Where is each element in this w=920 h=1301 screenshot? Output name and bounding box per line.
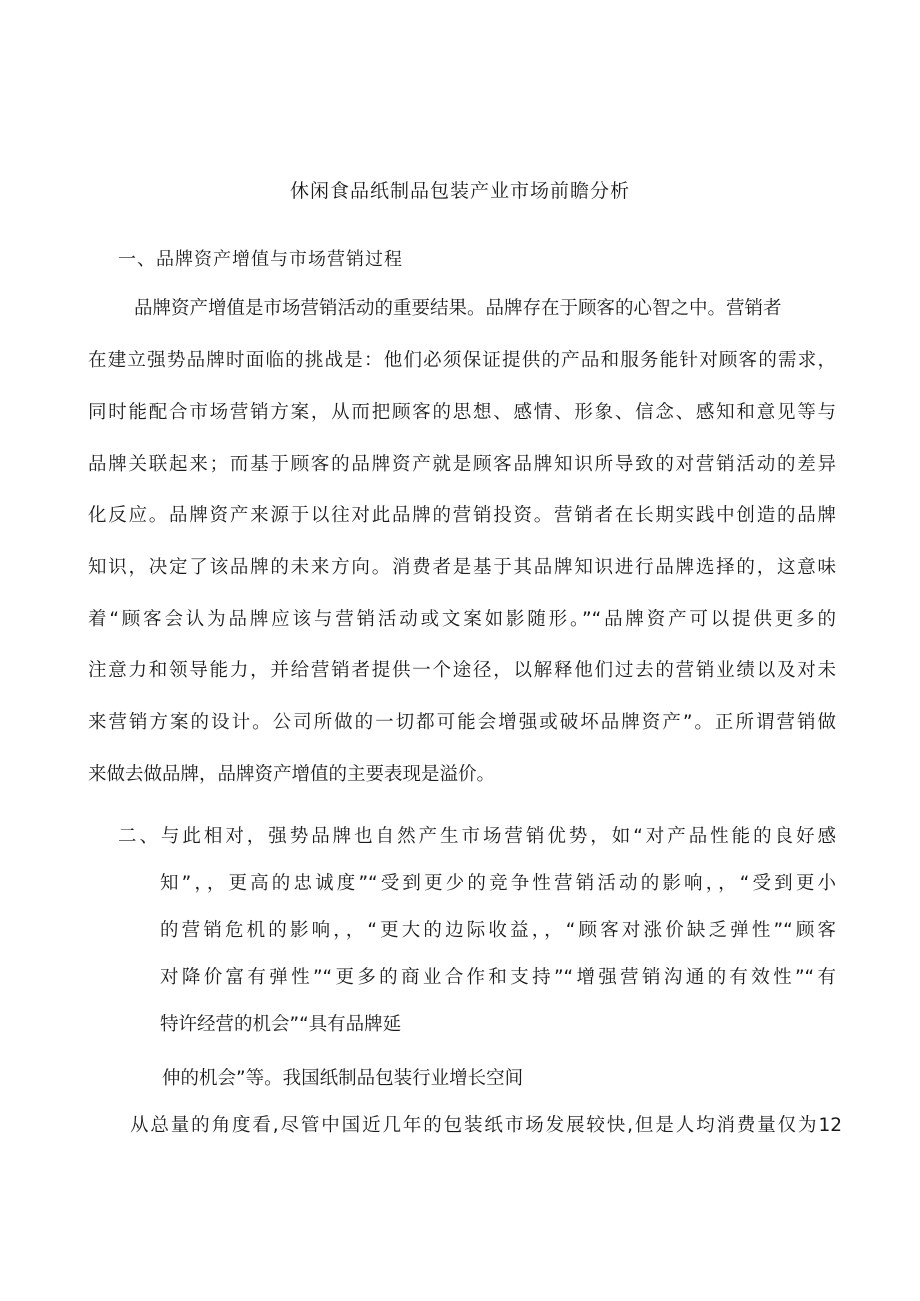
paragraph-line: 着“顾客会认为品牌应该与营销活动或文案如影随形。”“品牌资产可以提供更多的 <box>88 609 836 630</box>
paragraph-line: 品牌资产增值是市场营销活动的重要结果。品牌存在于顾客的心智之中。营销者 <box>134 298 782 319</box>
paragraph-line: 来做去做品牌，品牌资产增值的主要表现是溢价。 <box>88 764 496 785</box>
paragraph-line: 对降价富有弹性”“更多的商业合作和支持”“增强营销沟通的有效性”“有 <box>160 967 836 988</box>
paragraph-line: 特许经营的机会”“具有品牌延 <box>160 1014 402 1035</box>
paragraph-line: 的营销危机的影响，，“更大的边际收益，，“顾客对涨价缺乏弹性”“顾客 <box>160 920 836 941</box>
paragraph-3: 伸的机会”等。我国纸制品包装行业增长空间 <box>162 1068 524 1089</box>
paragraph-line: 二、与此相对，强势品牌也自然产生市场营销优势，如“对产品性能的良好感 <box>118 826 836 847</box>
document-title: 休闲食品纸制品包装产业市场前瞻分析 <box>289 180 630 202</box>
paragraph-line: 品牌关联起来；而基于顾客的品牌资产就是顾客品牌知识所导致的对营销活动的差异 <box>88 454 836 475</box>
paragraph-line: 知识，决定了该品牌的未来方向。消费者是基于其品牌知识进行品牌选择的，这意味 <box>88 557 836 578</box>
paragraph-4: 从总量的角度看,尽管中国近几年的包装纸市场发展较快,但是人均消费量仅为12 <box>130 1115 842 1136</box>
section-1-heading: 一、品牌资产增值与市场营销过程 <box>118 249 403 270</box>
paragraph-line: 注意力和领导能力，并给营销者提供一个途径，以解释他们过去的营销业绩以及对未 <box>88 660 836 681</box>
paragraph-line: 化反应。品牌资产来源于以往对此品牌的营销投资。营销者在长期实践中创造的品牌 <box>88 505 836 526</box>
paragraph-line: 同时能配合市场营销方案，从而把顾客的思想、感情、形象、信念、感知和意见等与 <box>88 402 836 423</box>
paragraph-line: 来营销方案的设计。公司所做的一切都可能会增强或破坏品牌资产”。正所谓营销做 <box>88 712 836 733</box>
paragraph-line: 知”，，更高的忠诚度”“受到更少的竞争性营销活动的影响，，“受到更小 <box>160 873 836 894</box>
paragraph-line: 在建立强势品牌时面临的挑战是：他们必须保证提供的产品和服务能针对顾客的需求， <box>88 350 836 371</box>
